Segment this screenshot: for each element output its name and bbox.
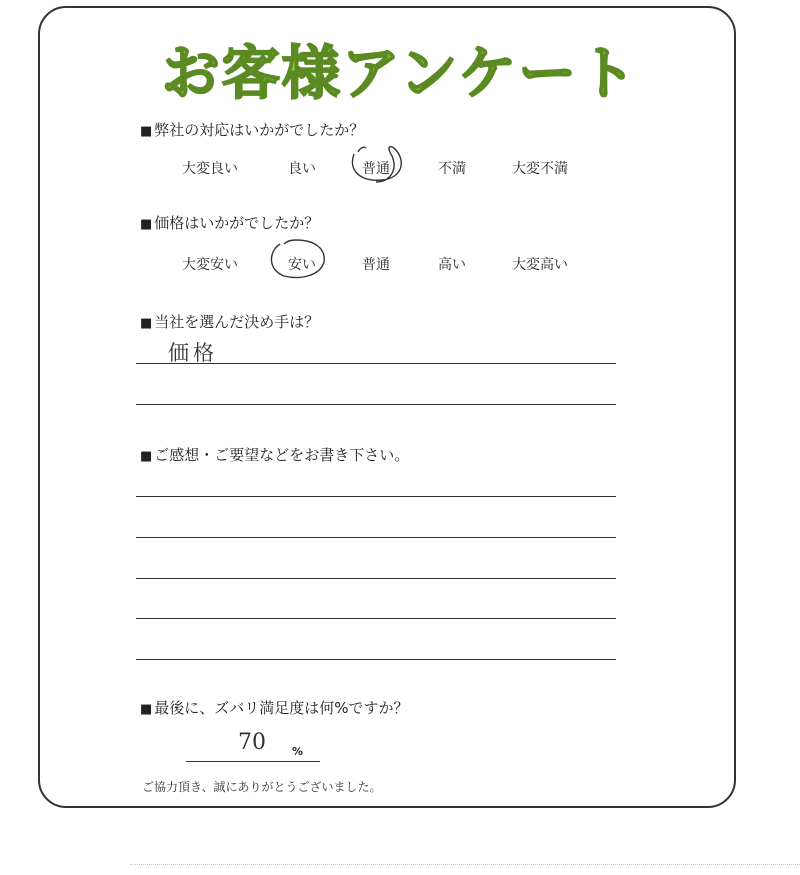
bullet-square: ■ [140,449,153,464]
q4-answer-line-5[interactable] [136,659,616,660]
q3-answer-line-2[interactable] [136,404,616,405]
q4-answer-line-2[interactable] [136,537,616,538]
question-4-text: ご感想・ご要望などをお書き下さい。 [154,446,410,464]
q1-option-dissatisfied[interactable]: 不満 [438,161,466,177]
q4-answer-line-1[interactable] [136,496,616,497]
q2-option-very-cheap[interactable]: 大変安い [182,257,238,273]
q1-option-very-good[interactable]: 大変良い [182,161,238,177]
question-4 [140,444,409,465]
q5-answer-line[interactable] [186,761,320,762]
q2-option-average[interactable]: 普通 [362,257,390,273]
q2-option-very-expensive[interactable]: 大変高い [512,257,568,273]
question-2-text: 価格はいかがでしたか？ [154,214,320,232]
q1-option-average[interactable]: 普通 [362,161,390,177]
q4-answer-line-4[interactable] [136,618,616,619]
question-2 [140,212,319,233]
question-5 [140,697,409,718]
bullet-square: ■ [140,124,153,139]
question-5-text: 最後に、ズバリ満足度は何%ですか？ [154,699,409,717]
question-3-text: 当社を選んだ決め手は？ [154,313,320,331]
survey-title: お客様アンケート [161,39,639,107]
q2-option-expensive[interactable]: 高い [438,257,466,273]
bullet-square: ■ [140,217,153,232]
bullet-square: ■ [140,702,153,717]
q2-option-cheap[interactable]: 安い [288,257,316,273]
q3-answer-line-1[interactable] [136,363,616,364]
question-1 [140,119,364,140]
q1-option-very-dissatisfied[interactable]: 大変不満 [512,161,568,177]
thank-you-message: ご協力頂き、誠にありがとうございました。 [142,780,382,794]
scan-edge-rule [130,864,800,865]
q3-handwritten-answer: 価格 [168,341,218,365]
q5-percent-unit: % [292,745,304,758]
bullet-square: ■ [140,316,153,331]
q4-answer-line-3[interactable] [136,578,616,579]
q1-option-good[interactable]: 良い [288,161,316,177]
question-1-text: 弊社の対応はいかがでしたか？ [154,121,365,139]
q5-handwritten-answer: 70 [238,730,266,755]
question-3 [140,311,319,332]
